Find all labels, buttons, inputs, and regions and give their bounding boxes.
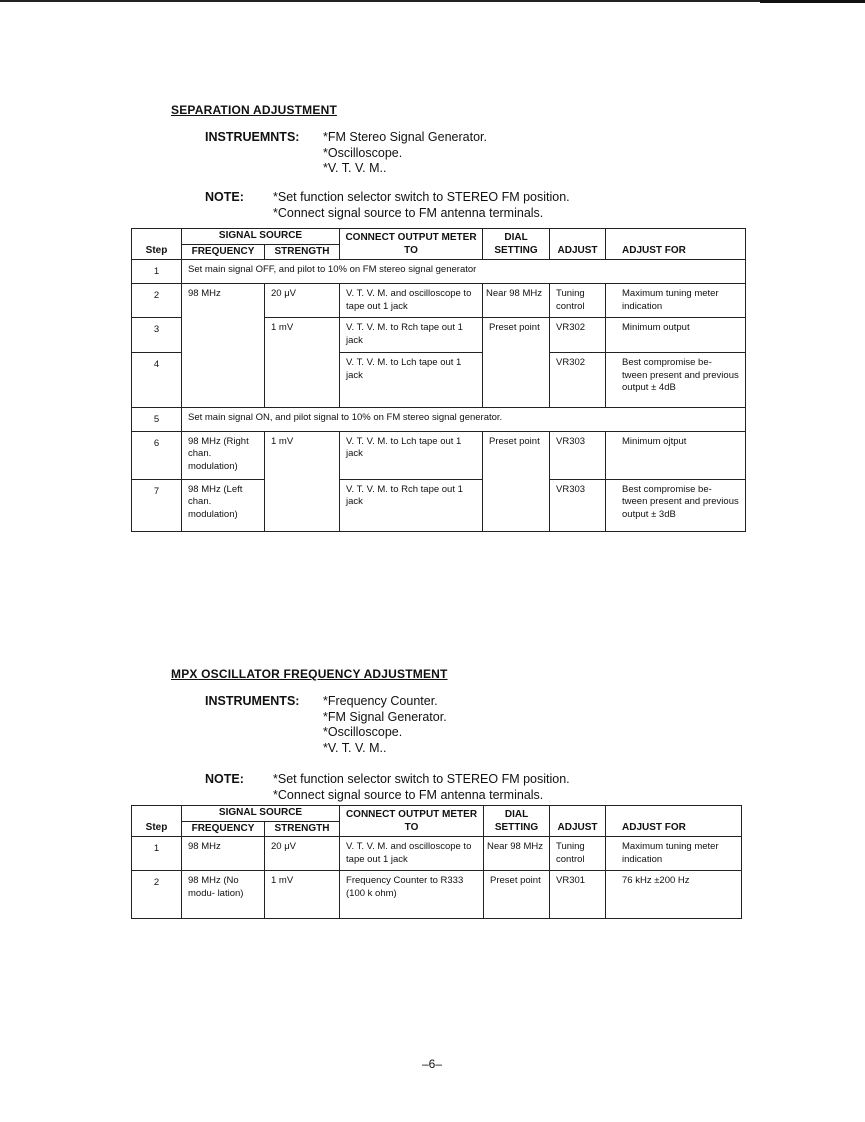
adjust-for-cell: Minimum output [606, 318, 746, 353]
adjust-cell: Tuning control [550, 284, 606, 318]
mpx-note-label: NOTE: [205, 772, 244, 786]
adjust-cell: VR302 [550, 353, 606, 408]
instrument-item: *Oscilloscope. [323, 725, 403, 739]
instruction-cell: Set main signal ON, and pilot signal to 10% on FM stereo signal generator. [182, 408, 746, 432]
header-connect-output: CONNECT OUTPUT METER TO [340, 806, 484, 837]
adjust-for-cell: 76 kHz ±200 Hz [606, 871, 742, 919]
table-row [132, 479, 746, 531]
header-dial-setting: DIAL SETTING [483, 229, 550, 260]
step-cell: 4 [132, 353, 182, 408]
page-number: –6– [422, 1057, 443, 1071]
separation-title: SEPARATION ADJUSTMENT [171, 103, 337, 117]
header-frequency: FREQUENCY [182, 821, 265, 837]
header-adjust: ADJUST [550, 229, 606, 260]
mpx-instruments-list [323, 694, 447, 756]
frequency-cell: 98 MHz [182, 837, 265, 871]
connect-cell: V. T. V. M. and oscilloscope to tape out 1 jack [340, 284, 483, 318]
adjust-cell: Tuning control [550, 837, 606, 871]
step-cell: 3 [132, 318, 182, 353]
header-step: Step [132, 229, 182, 260]
top-rule [0, 0, 865, 2]
instruction-cell: Set main signal OFF, and pilot to 10% on FM stereo signal generator [182, 260, 746, 284]
step-cell: 2 [132, 284, 182, 318]
header-step: Step [132, 806, 182, 837]
adjust-for-cell: Maximum tuning meter indication [606, 837, 742, 871]
strength-cell: 1 mV [265, 431, 340, 531]
adjust-cell: VR303 [550, 431, 606, 479]
step-cell: 1 [132, 837, 182, 871]
table-row [132, 284, 746, 318]
instrument-item: *Oscilloscope. [323, 145, 403, 160]
note-item: *Connect signal source to FM antenna terminals. [273, 205, 544, 220]
adjust-for-cell: Maximum tuning meter indication [606, 284, 746, 318]
connect-cell: V. T. V. M. and oscilloscope to tape out 1 jack [340, 837, 484, 871]
step-cell: 1 [132, 260, 182, 284]
adjust-cell: VR303 [550, 479, 606, 531]
separation-instruments-list [323, 130, 487, 177]
frequency-cell: 98 MHz (Right chan. modulation) [182, 431, 265, 479]
dial-cell: Preset point [484, 871, 550, 919]
header-strength: STRENGTH [265, 821, 340, 837]
table-row [132, 431, 746, 479]
strength-cell: 1 mV [265, 871, 340, 919]
step-cell: 5 [132, 408, 182, 432]
separation-notes [273, 190, 570, 221]
table-row [132, 837, 742, 871]
connect-cell: V. T. V. M. to Lch tape out 1 jack [340, 431, 483, 479]
note-item: *Connect signal source to FM antenna terminals. [273, 787, 544, 802]
mpx-notes [273, 772, 570, 803]
step-cell: 2 [132, 871, 182, 919]
note-item: *Set function selector switch to STEREO FM position. [273, 772, 570, 786]
table-row [132, 871, 742, 919]
connect-cell: V. T. V. M. to Rch tape out 1 jack [340, 479, 483, 531]
header-signal-source: SIGNAL SOURCE [182, 229, 340, 245]
mpx-table [131, 805, 742, 919]
instrument-item: *FM Signal Generator. [323, 709, 447, 724]
header-dial-setting: DIAL SETTING [484, 806, 550, 837]
instrument-item: *V. T. V. M.. [323, 740, 387, 755]
table-row [132, 408, 746, 432]
header-frequency: FREQUENCY [182, 244, 265, 260]
dial-cell: Preset point [483, 318, 550, 408]
connect-cell: Frequency Counter to R333 (100 k ohm) [340, 871, 484, 919]
instrument-item: *FM Stereo Signal Generator. [323, 130, 487, 144]
adjust-for-cell: Best compromise be- tween present and previous output ± 3dB [606, 479, 746, 531]
mpx-instruments-label: INSTRUMENTS: [205, 694, 300, 708]
adjust-cell: VR302 [550, 318, 606, 353]
header-adjust-for: ADJUST FOR [606, 806, 742, 837]
step-cell: 6 [132, 431, 182, 479]
strength-cell: 1 mV [265, 318, 340, 408]
top-rule-heavy [760, 0, 865, 3]
dial-cell: Near 98 MHz [483, 284, 550, 318]
dial-cell: Near 98 MHz [484, 837, 550, 871]
connect-cell: V. T. V. M. to Rch tape out 1 jack [340, 318, 483, 353]
note-item: *Set function selector switch to STEREO FM position. [273, 190, 570, 204]
connect-cell: V. T. V. M. to Lch tape out 1 jack [340, 353, 483, 408]
header-adjust: ADJUST [550, 806, 606, 837]
header-strength: STRENGTH [265, 244, 340, 260]
instrument-item: *V. T. V. M.. [323, 161, 387, 175]
header-signal-source: SIGNAL SOURCE [182, 806, 340, 822]
step-cell: 7 [132, 479, 182, 531]
instrument-item: *Frequency Counter. [323, 694, 438, 708]
adjust-cell: VR301 [550, 871, 606, 919]
separation-table [131, 228, 746, 532]
table-row [132, 260, 746, 284]
dial-cell: Preset point [483, 431, 550, 531]
adjust-for-cell: Best compromise be- tween present and previous output ± 4dB [606, 353, 746, 408]
frequency-cell: 98 MHz [182, 284, 265, 408]
separation-note-label: NOTE: [205, 190, 244, 204]
strength-cell: 20 μV [265, 284, 340, 318]
header-adjust-for: ADJUST FOR [606, 229, 746, 260]
separation-instruments-label: INSTRUEMNTS: [205, 130, 300, 144]
frequency-cell: 98 MHz (Left chan. modulation) [182, 479, 265, 531]
header-connect-output: CONNECT OUTPUT METER TO [340, 229, 483, 260]
frequency-cell: 98 MHz (No modu- lation) [182, 871, 265, 919]
strength-cell: 20 μV [265, 837, 340, 871]
adjust-for-cell: Minimum ojtput [606, 431, 746, 479]
mpx-title: MPX OSCILLATOR FREQUENCY ADJUSTMENT [171, 667, 448, 681]
